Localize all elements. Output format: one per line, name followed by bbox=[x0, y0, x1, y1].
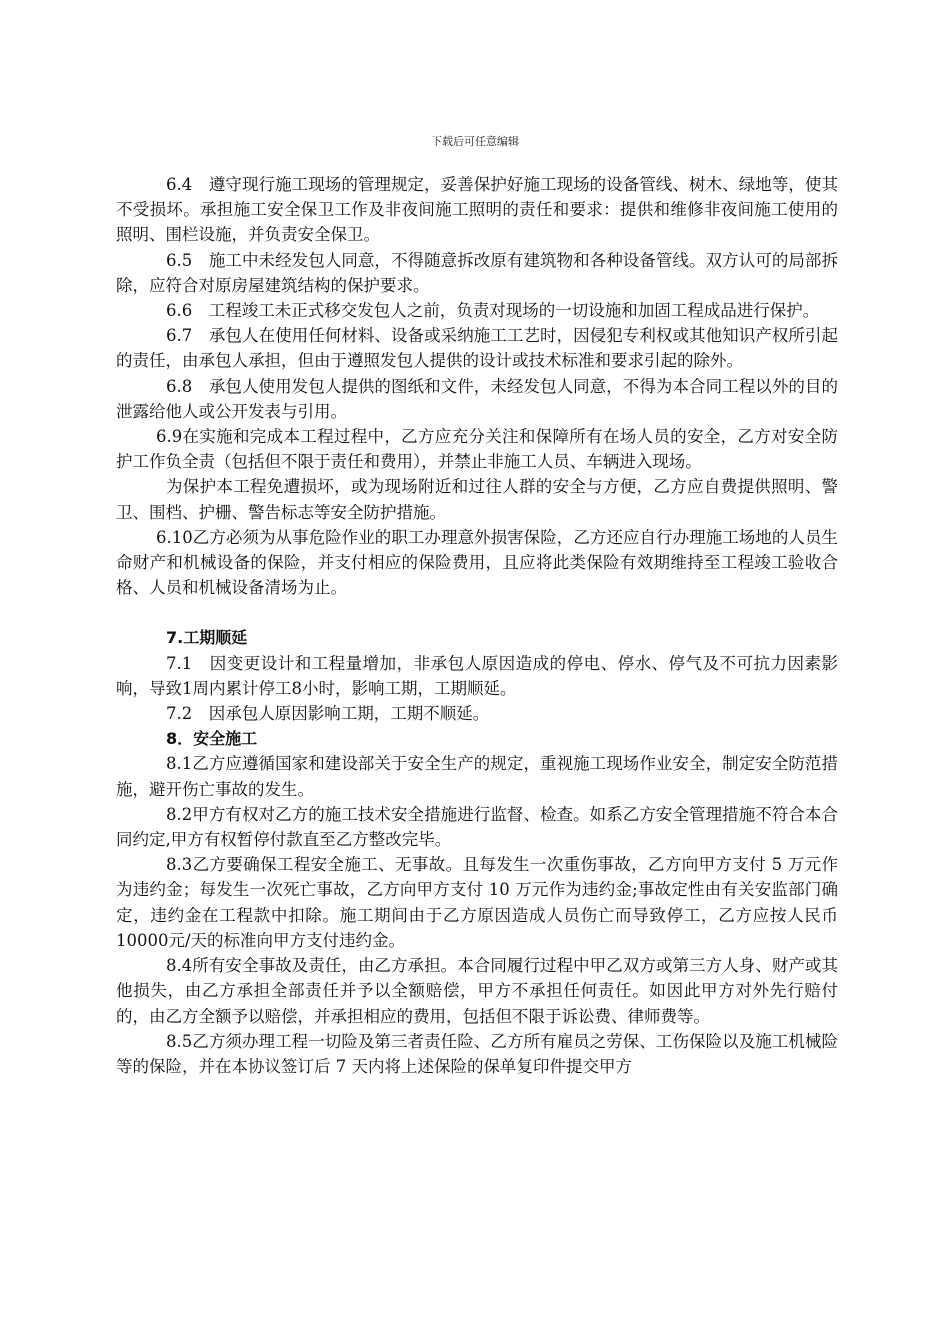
clause-7-2: 7.2 因承包人原因影响工期，工期不顺延。 bbox=[166, 704, 490, 724]
clause-6-8: 6.8 承包人使用发包人提供的图纸和文件，未经发包人同意，不得为本合同工程以外的目的泄露给他人或公开发表与引用。 bbox=[116, 376, 838, 421]
section-gap bbox=[116, 600, 838, 625]
clause-8-4: 8.4所有安全事故及责任，由乙方承担。本合同履行过程中甲乙双方或第三方人身、财产或其他损失，由乙方承担全部责任并予以全额赔偿，甲方不承担任何责任。如因此甲方对外先行赔付的，由乙方全额予以赔偿，并承担相应的费用，包括但不限于诉讼费、律师费等。 bbox=[116, 956, 838, 1026]
section-heading-7: 7.工期顺延 bbox=[166, 628, 248, 648]
clause-6-7: 6.7 承包人在使用任何材料、设备或采纳施工工艺时，因侵犯专利权或其他知识产权所引起的责任，由承包人承担，但由于遵照发包人提供的设计或技术标准和要求引起的除外。 bbox=[116, 326, 838, 371]
clause-6-5: 6.5 施工中未经发包人同意，不得随意拆改原有建筑物和各种设备管线。双方认可的局部拆除，应符合对原房屋建筑结构的保护要求。 bbox=[116, 250, 838, 295]
clause-8-1: 8.1乙方应遵循国家和建设部关于安全生产的规定，重视施工现场作业安全，制定安全防范措施，避开伤亡事故的发生。 bbox=[116, 754, 838, 799]
section-heading-8: 8．安全施工 bbox=[166, 729, 258, 749]
clause-6-9: 6.9在实施和完成本工程过程中，乙方应充分关注和保障所有在场人员的安全，乙方对安全防护工作负全责（包括但不限于责任和费用），并禁止非施工人员、车辆进入现场。 bbox=[116, 427, 838, 472]
page-header: 下载后可任意编辑 bbox=[431, 135, 519, 148]
clause-7-1: 7.1 因变更设计和工程量增加，非承包人原因造成的停电、停水、停气及不可抗力因素影响，导致1周内累计停工8小时，影响工期，工期顺延。 bbox=[116, 653, 838, 698]
clause-6-4: 6.4 遵守现行施工现场的管理规定，妥善保护好施工现场的设备管线、树木、绿地等，使其不受损坏。承担施工安全保卫工作及非夜间施工照明的责任和要求：提供和维修非夜间施工使用的照明、围栏设施，并负责安全保卫。 bbox=[116, 175, 838, 245]
clause-6-9-protection: 为保护本工程免遭损坏，或为现场附近和过往人群的安全与方便，乙方应自费提供照明、警卫、围档、护栅、警告标志等安全防护措施。 bbox=[116, 477, 838, 522]
contract-body bbox=[116, 172, 838, 1079]
clause-8-5: 8.5乙方须办理工程一切险及第三者责任险、乙方所有雇员之劳保、工伤保险以及施工机械险等的保险，并在本协议签订后 7 天内将上述保险的保单复印件提交甲方 bbox=[116, 1031, 838, 1076]
clause-6-6: 6.6 工程竣工未正式移交发包人之前，负责对现场的一切设施和加固工程成品进行保护。 bbox=[166, 301, 820, 321]
clause-8-2: 8.2甲方有权对乙方的施工技术安全措施进行监督、检查。如系乙方安全管理措施不符合本合同约定,甲方有权暂停付款直至乙方整改完毕。 bbox=[116, 804, 838, 850]
clause-8-3: 8.3乙方要确保工程安全施工、无事故。且每发生一次重伤事故，乙方向甲方支付 5 万元作为违约金；每发生一次死亡事故，乙方向甲方支付 10 万元作为违约金;事故定性由有关安监部门确定，违约金在工程款中扣除。施工期间由于乙方原因造成人员伤亡而导致停工，乙方应按人民币10000元/天的标准向甲方支付违约金。 bbox=[116, 855, 838, 950]
clause-6-10: 6.10乙方必须为从事危险作业的职工办理意外损害保险，乙方还应自行办理施工场地的人员生命财产和机械设备的保险，并支付相应的保险费用，且应将此类保险有效期维持至工程竣工验收合格、人员和机械设备清场为止。 bbox=[116, 527, 838, 598]
